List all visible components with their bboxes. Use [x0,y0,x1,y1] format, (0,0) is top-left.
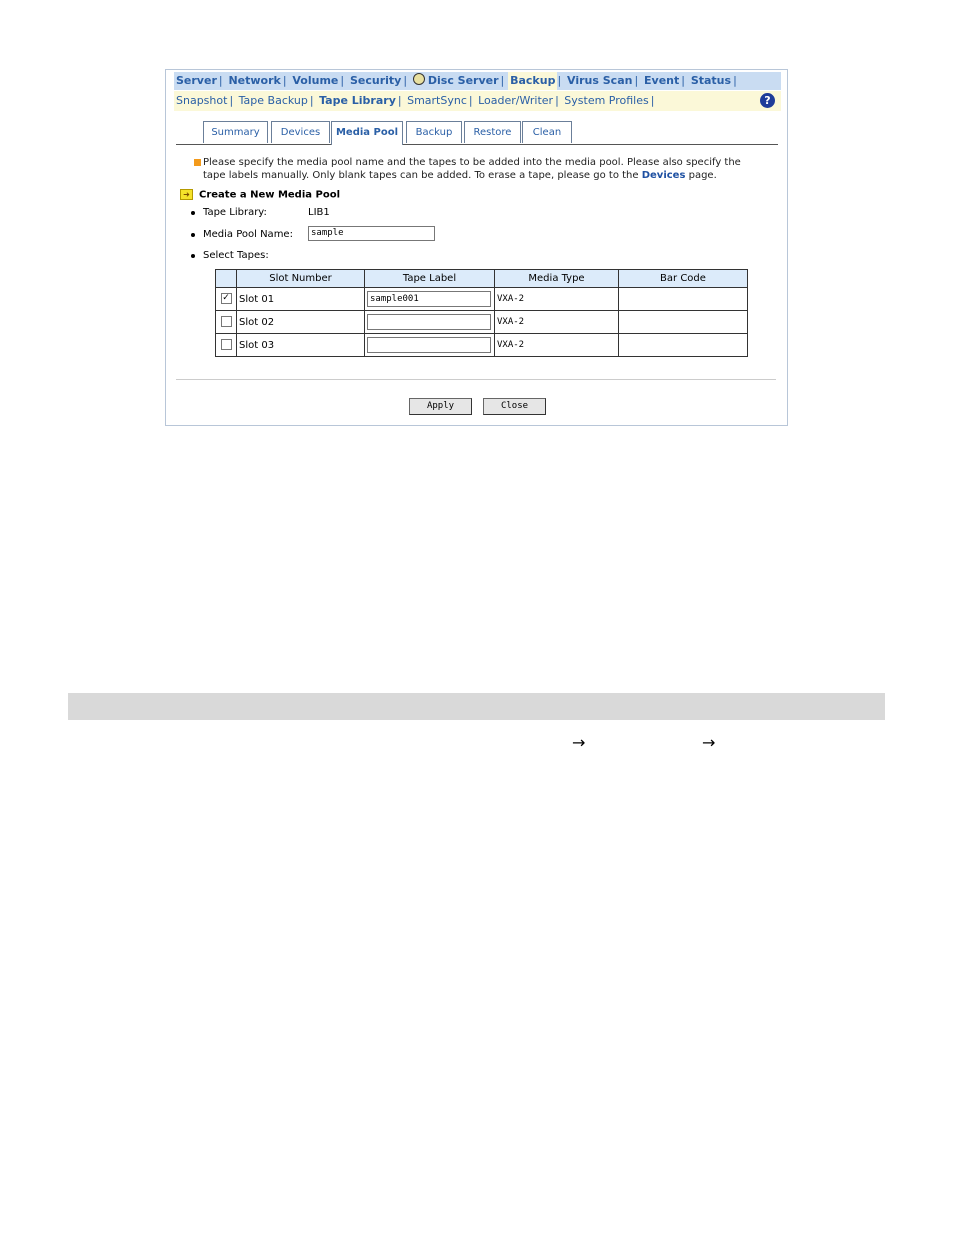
note-text-after: page. [685,170,717,181]
tape-label-input[interactable]: sample001 [367,291,491,307]
slot-cell: Slot 03 [237,334,365,357]
nav-disc-server[interactable] [411,72,501,90]
nav-separator: | [557,74,562,87]
slot-checkbox[interactable] [221,316,232,327]
secondary-nav [174,91,781,111]
bullet-icon [191,233,195,237]
table-header-row [216,270,748,288]
subnav-snapshot[interactable]: Snapshot [176,94,228,107]
tab-restore[interactable]: Restore [464,121,521,143]
note-text-before: Please specify the media pool name and the tapes to be added into the media pool. Please also specify the tape labels manually. Only blank tapes can be added. To erase a tape, please go to the [203,157,741,181]
nav-separator: | [340,74,345,87]
nav-server[interactable]: Server [176,74,217,87]
subnav-smartsync[interactable]: SmartSync [407,94,467,107]
nav-backup[interactable]: Backup [508,72,557,90]
media-pool-window [165,69,788,426]
arrow-right-icon: ➜ [180,189,193,200]
subnav-tape-library[interactable]: Tape Library [319,94,396,107]
nav-volume[interactable]: Volume [292,74,339,87]
table-header-label: Tape Label [365,270,495,288]
tape-label-cell [365,334,495,357]
media-pool-name-input[interactable]: sample [308,226,435,241]
disc-server-icon [413,73,425,85]
nav-separator: | [282,74,287,87]
nav-separator: | [733,74,737,87]
tab-bar [176,121,778,145]
table-row [216,311,748,334]
slot-cell: Slot 01 [237,288,365,311]
row-checkbox-cell [216,288,237,311]
instruction-note [203,156,763,182]
select-tapes-row [203,250,269,261]
help-icon[interactable]: ? [760,93,775,108]
nav-separator: | [500,74,505,87]
nav-status[interactable]: Status [690,74,732,87]
primary-nav [174,72,781,90]
devices-link[interactable]: Devices [641,170,686,181]
nav-virus-scan[interactable]: Virus Scan [567,74,633,87]
nav-separator: | [468,94,473,107]
media-pool-name-row [203,229,293,240]
tab-media-pool[interactable]: Media Pool [331,121,403,145]
arrow-right-icon: → [572,733,586,752]
tape-library-label: Tape Library: [203,207,267,218]
tab-summary[interactable]: Summary [203,121,268,143]
table-row [216,334,748,357]
subnav-tape-backup[interactable]: Tape Backup [238,94,308,107]
nav-separator: | [681,74,685,87]
nav-disc-server-label: Disc Server [427,74,499,87]
table-header-checkbox [216,270,237,288]
nav-separator: | [397,94,402,107]
tab-devices[interactable]: Devices [271,121,330,143]
tab-clean[interactable]: Clean [522,121,572,143]
close-button[interactable]: Close [483,398,546,415]
nav-network[interactable]: Network [228,74,281,87]
subnav-system-profiles[interactable]: System Profiles [564,94,649,107]
slot-checkbox[interactable]: ✓ [222,293,230,304]
nav-separator: | [403,74,408,87]
tape-label-cell [365,288,495,311]
bullet-icon [191,211,195,215]
subnav-loader-writer[interactable]: Loader/Writer [478,94,554,107]
nav-event[interactable]: Event [644,74,680,87]
section-title: Create a New Media Pool [199,189,340,201]
tape-label-cell [365,311,495,334]
media-type-cell: VXA-2 [495,334,619,357]
note-bullet-icon [194,159,201,166]
nav-separator: | [229,94,234,107]
tape-label-input[interactable] [367,314,491,330]
media-type-cell: VXA-2 [495,311,619,334]
row-checkbox-cell [216,334,237,357]
bullet-icon [191,254,195,258]
table-header-slot: Slot Number [237,270,365,288]
bar-code-cell [619,334,748,357]
tab-backup[interactable]: Backup [406,121,462,143]
media-pool-name-label: Media Pool Name: [203,229,293,240]
divider [176,379,776,380]
gray-banner [68,693,885,720]
bar-code-cell [619,288,748,311]
tape-label-input[interactable] [367,337,491,353]
table-header-barcode: Bar Code [619,270,748,288]
tape-library-row [203,207,330,218]
arrow-right-icon: → [702,733,716,752]
nav-separator: | [218,74,223,87]
bar-code-cell [619,311,748,334]
section-heading [180,189,340,201]
nav-separator: | [309,94,314,107]
slot-checkbox[interactable] [221,339,232,350]
nav-separator: | [650,94,655,107]
row-checkbox-cell [216,311,237,334]
table-row [216,288,748,311]
table-header-media: Media Type [495,270,619,288]
apply-button[interactable]: Apply [409,398,472,415]
select-tapes-label: Select Tapes: [203,250,269,261]
nav-security[interactable]: Security [349,74,402,87]
nav-separator: | [634,74,639,87]
slot-cell: Slot 02 [237,311,365,334]
media-type-cell: VXA-2 [495,288,619,311]
tape-library-value: LIB1 [308,207,330,218]
nav-separator: | [555,94,559,107]
tapes-table [215,269,748,357]
